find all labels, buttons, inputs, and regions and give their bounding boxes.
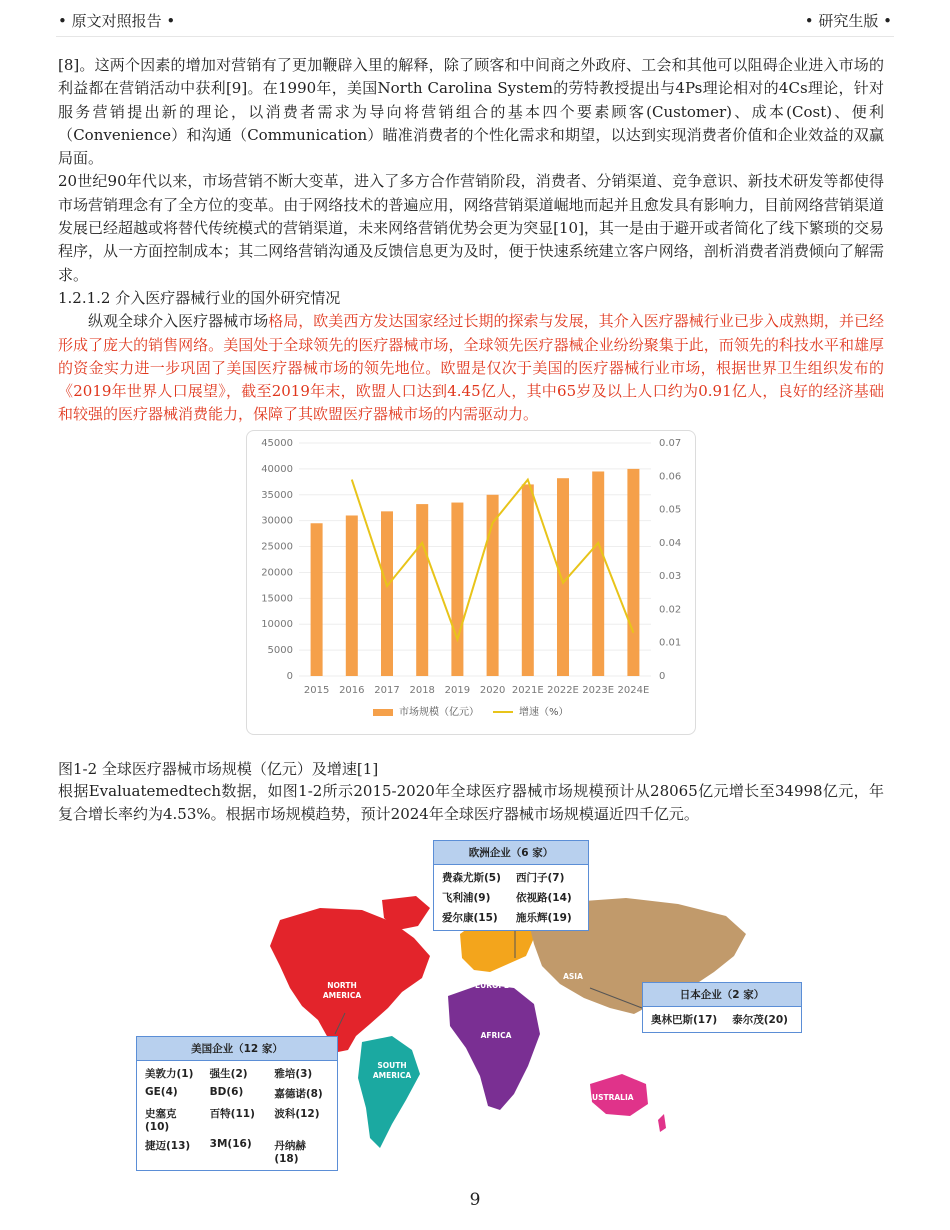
x-tick-label: 2016 bbox=[339, 685, 365, 696]
south-america-shape bbox=[358, 1036, 420, 1148]
region-label-australia: AUSTRALIA bbox=[586, 1093, 634, 1102]
y-left-tick-label: 30000 bbox=[261, 515, 293, 527]
company-item: BD(6) bbox=[209, 1086, 244, 1098]
company-item: 丹纳赫(18) bbox=[274, 1140, 306, 1165]
figure-caption: 图1-2 全球医疗器械市场规模（亿元）及增速[1] bbox=[58, 760, 379, 778]
bar-2016 bbox=[346, 515, 358, 676]
legend-label-line: 增速（%） bbox=[519, 707, 569, 718]
company-item: 施乐辉(19) bbox=[516, 912, 572, 924]
main-text bbox=[58, 54, 884, 427]
page-number: 9 bbox=[469, 1190, 481, 1210]
legend-swatch-bar bbox=[373, 709, 393, 716]
y-right-tick-label: 0.03 bbox=[659, 571, 682, 583]
x-tick-label: 2021E bbox=[511, 685, 544, 696]
company-item: 波科(12) bbox=[274, 1108, 320, 1120]
company-item: 泰尔茂(20) bbox=[732, 1014, 788, 1026]
world-map-figure bbox=[130, 838, 810, 1165]
company-item: 史塞克(10) bbox=[145, 1108, 177, 1133]
company-item: 西门子(7) bbox=[516, 872, 565, 884]
y-right-tick-label: 0 bbox=[659, 671, 666, 682]
bar-2018 bbox=[416, 504, 428, 676]
y-left-tick-label: 5000 bbox=[267, 645, 293, 657]
y-left-tick-label: 25000 bbox=[261, 541, 293, 553]
x-tick-label: 2015 bbox=[303, 685, 330, 696]
paragraph-3 bbox=[58, 310, 884, 426]
new-zealand-shape bbox=[658, 1114, 666, 1132]
y-right-tick-label: 0.07 bbox=[659, 438, 682, 449]
header-right: • 研究生版 • bbox=[804, 12, 892, 30]
bar-2021E bbox=[522, 484, 534, 676]
region-label-europe: EUROPE bbox=[475, 981, 509, 990]
market-size-chart bbox=[246, 430, 696, 735]
y-left-tick-label: 45000 bbox=[261, 438, 293, 449]
company-item: 美敦力(1) bbox=[145, 1068, 194, 1080]
y-right-tick-label: 0.05 bbox=[659, 504, 682, 516]
paragraph-4: 根据Evaluatemedtech数据，如图1-2所示2015-2020年全球医疗器械市场规模预计从28065亿元增长至34998亿元，年复合增长率约为4.53%。根据市场规模趋势，预计2024年全球医疗器械市场规模逼近四千亿元。 bbox=[58, 782, 884, 824]
region-label-africa: AFRICA bbox=[480, 1031, 512, 1040]
company-item: 3M(16) bbox=[209, 1138, 252, 1150]
paragraph-3-highlight: 格局，欧美西方发达国家经过长期的探索与发展，其介入医疗器械行业已步入成熟期，并已经形成了庞大的销售网络。美国处于全球领先的医疗器械市场，全球领先医疗器械企业纷纷聚集于此，而领先的科技水平和雄厚的资金实力进一步巩固了美国医疗器械市场的领先地位。欧盟是仅次于美国的医疗器械行业市场，根据世界卫生组织发布的《2019年世界人口展望》，截至2019年末，欧盟人口达到4.45亿人，其中65岁及以上人口约为0.91亿人，良好的经济基础和较强的医疗器械消费能力，保障了其欧盟医疗器械市场的内需驱动力。 bbox=[58, 312, 884, 424]
paragraph-3-black: 纵观全球介入医疗器械市场 bbox=[88, 312, 269, 331]
x-tick-label: 2018 bbox=[409, 685, 435, 696]
company-item: 爱尔康(15) bbox=[442, 912, 498, 924]
y-left-tick-label: 20000 bbox=[261, 567, 293, 579]
company-item: 百特(11) bbox=[209, 1108, 255, 1120]
region-label-asia: ASIA bbox=[563, 972, 583, 981]
usa-title: 美国企业（12 家） bbox=[137, 1037, 337, 1061]
region-label-north-america-1: NORTH bbox=[327, 981, 357, 990]
bar-2019 bbox=[451, 503, 463, 676]
company-item: 依视路(14) bbox=[516, 892, 572, 904]
section-heading: 1.2.1.2 介入医疗器械行业的国外研究情况 bbox=[58, 288, 341, 307]
company-item: 捷迈(13) bbox=[145, 1140, 191, 1152]
y-left-tick-label: 10000 bbox=[261, 619, 293, 631]
header-divider bbox=[56, 36, 894, 37]
japan-companies-box bbox=[642, 982, 802, 1033]
north-america-shape bbox=[270, 908, 430, 1052]
x-tick-label: 2022E bbox=[547, 685, 579, 696]
company-item: 雅培(3) bbox=[274, 1068, 313, 1080]
company-item: 嘉德诺(8) bbox=[274, 1088, 323, 1100]
region-label-south-america-2: AMERICA bbox=[372, 1071, 412, 1080]
y-left-tick-label: 0 bbox=[286, 671, 293, 682]
y-left-tick-label: 35000 bbox=[261, 489, 293, 501]
region-label-south-america-1: SOUTH bbox=[377, 1061, 407, 1070]
bar-2023E bbox=[592, 471, 604, 676]
y-right-tick-label: 0.02 bbox=[659, 604, 682, 616]
bar-2017 bbox=[381, 511, 393, 676]
company-item: 飞利浦(9) bbox=[442, 892, 491, 904]
chart-canvas bbox=[247, 431, 695, 734]
japan-title: 日本企业（2 家） bbox=[643, 983, 801, 1007]
africa-shape bbox=[448, 984, 540, 1110]
region-label-north-america-2: AMERICA bbox=[322, 991, 362, 1000]
paragraph-2: 20世纪90年代以来，市场营销不断大变革，进入了多方合作营销阶段，消费者、分销渠道、竞争意识、新技术研发等都使得市场营销理念有了全方位的变革。由于网络技术的普遍应用，网络营销渠道崛地而起并且愈发具有影响力，目前网络营销渠道发展已经超越或将替代传统模式的营销渠道，未来网络营销优势会更为突显[10]，其一是由于避开或者简化了线下繁琐的交易程序，从一方面控制成本；其二网络营销沟通及反馈信息更为及时，便于快速系统建立客户网络，剖析消费者消费倾向了解需求。 bbox=[58, 172, 884, 284]
y-right-tick-label: 0.01 bbox=[659, 637, 682, 649]
legend-label-bar: 市场规模（亿元） bbox=[399, 707, 479, 718]
x-tick-label: 2024E bbox=[617, 685, 650, 696]
europe-title: 欧洲企业（6 家） bbox=[434, 841, 588, 865]
bar-2015 bbox=[311, 523, 323, 676]
company-item: 费森尤斯(5) bbox=[442, 872, 501, 884]
y-left-tick-label: 40000 bbox=[261, 463, 293, 475]
y-right-tick-label: 0.06 bbox=[659, 471, 682, 483]
company-item: 强生(2) bbox=[209, 1068, 248, 1080]
europe-companies-box bbox=[433, 840, 589, 931]
y-left-tick-label: 15000 bbox=[261, 593, 293, 605]
bar-2024E bbox=[627, 469, 639, 676]
y-right-tick-label: 0.04 bbox=[659, 537, 682, 549]
x-tick-label: 2020 bbox=[479, 685, 506, 696]
company-item: 奥林巴斯(17) bbox=[651, 1014, 718, 1026]
x-tick-label: 2023E bbox=[582, 685, 615, 696]
paragraph-1: [8]。这两个因素的增加对营销有了更加鞭辟入里的解释，除了顾客和中间商之外政府、工会和其他可以阻碍企业进入市场的利益都在营销活动中获利[9]。在1990年，美国North Carolina System的劳特教授提出与4Ps理论相对的4Cs理论，针对服务营销提出新的理论，以消费者需求为导向将营销组合的基本四个要素顾客(Customer)、成本(Cost)、便利（Convenience）和沟通（Communication）瞄准消费者的个性化需求和期望，以达到实现消费者价值和企业效益的双赢局面。 bbox=[58, 56, 884, 168]
x-tick-label: 2017 bbox=[374, 685, 400, 696]
x-tick-label: 2019 bbox=[444, 685, 471, 696]
header-left: • 原文对照报告 • bbox=[58, 12, 176, 30]
usa-companies-box bbox=[136, 1036, 338, 1171]
company-item: GE(4) bbox=[145, 1086, 178, 1098]
